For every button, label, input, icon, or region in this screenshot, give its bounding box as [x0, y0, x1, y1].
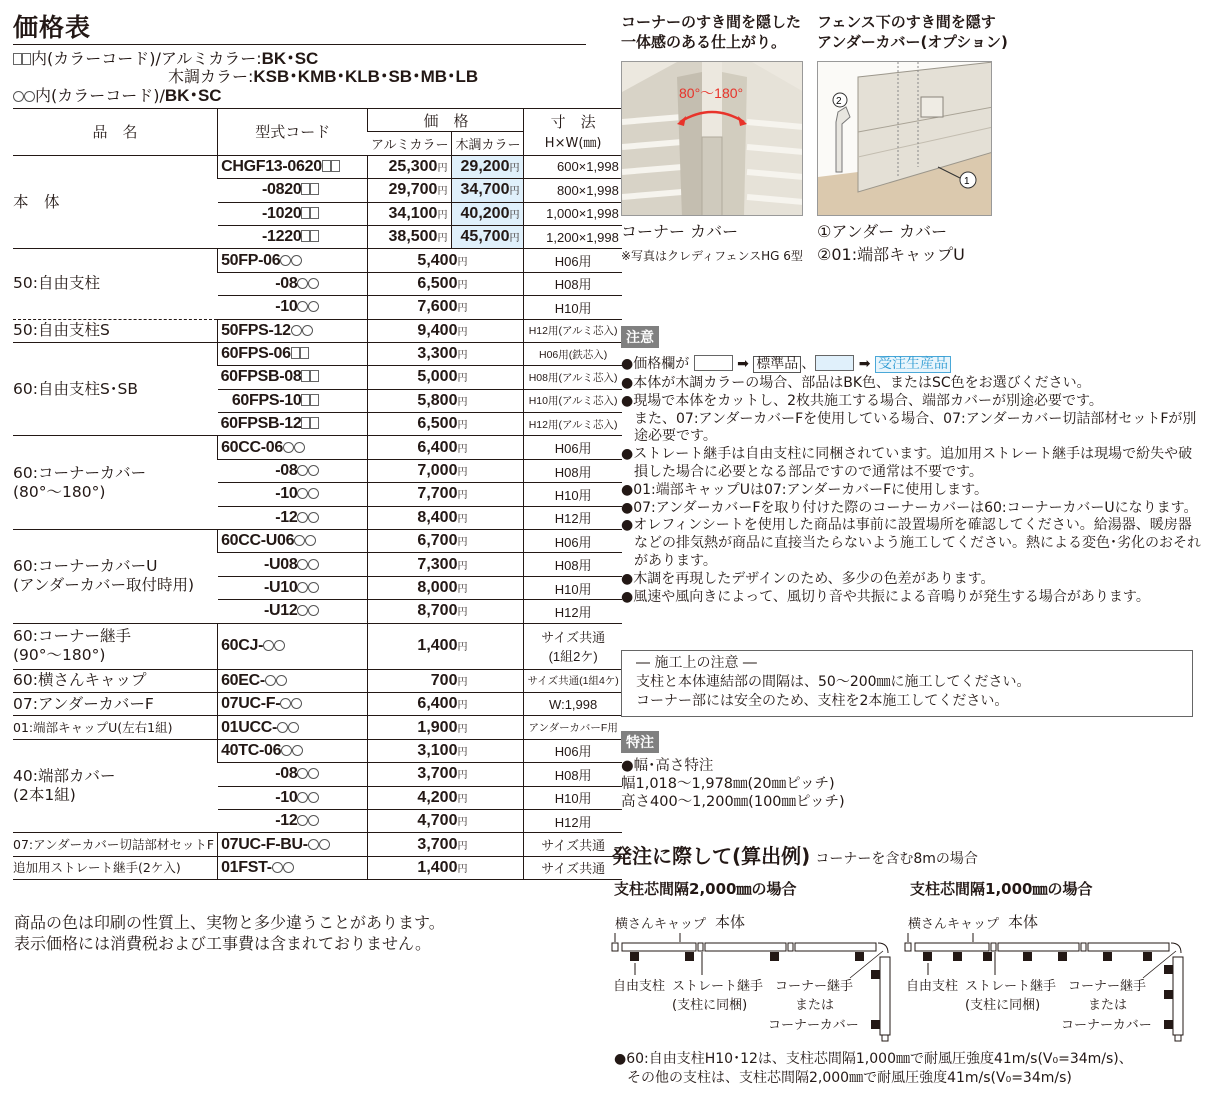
square-mark-icon — [22, 53, 31, 65]
callout-1: 1 — [964, 176, 970, 187]
price: 3,100円 — [368, 739, 524, 762]
size: H08用 — [524, 459, 622, 482]
price-legend — [621, 355, 1201, 375]
feature-heading-line: 一体感のある仕上がり。 — [621, 33, 787, 51]
model-code: 07UC-F-BU- — [218, 833, 368, 856]
price: 5,000円 — [368, 366, 524, 389]
wind-note: その他の支柱は、支柱芯間隔2,000㎜で耐風圧強度41m/s(V₀=34m/s) — [627, 1070, 1072, 1086]
circle-mark-icon — [291, 255, 302, 266]
wind-pressure-notes — [614, 1050, 1133, 1088]
size: H12用 — [524, 506, 622, 529]
price-alumi: 38,500円 — [368, 225, 452, 248]
circle-mark-icon — [13, 91, 24, 102]
color-code-label: 内(カラーコード)/アルミカラー: — [31, 49, 262, 68]
price: 7,600円 — [368, 296, 524, 319]
under-cover-caption: ①アンダー カバー — [817, 222, 948, 241]
circle-mark-icon — [308, 301, 319, 312]
table-row — [13, 692, 622, 715]
circle-mark-icon — [283, 442, 294, 453]
circle-mark-icon — [297, 465, 308, 476]
circle-mark-icon — [308, 792, 319, 803]
price-alumi: 29,700円 — [368, 179, 452, 202]
price: 6,400円 — [368, 692, 524, 715]
model-code: -U12 — [218, 600, 368, 623]
model-code: 01FST- — [218, 856, 368, 879]
price: 8,000円 — [368, 576, 524, 599]
square-mark-icon — [322, 160, 331, 172]
square-mark-icon — [310, 183, 319, 195]
price: 3,700円 — [368, 833, 524, 856]
diagram-heading-1000: 支柱芯間隔1,000㎜の場合 — [910, 880, 1093, 898]
label-or: または — [795, 998, 835, 1013]
special-order-list — [621, 758, 845, 811]
circle-mark-icon — [308, 465, 319, 476]
size: サイズ共通 — [524, 856, 622, 879]
order-example-header — [612, 840, 978, 869]
size: H12用(アルミ芯入) — [524, 413, 622, 436]
layout-diagram-2000 — [610, 905, 900, 1045]
square-mark-icon — [310, 370, 319, 382]
price-wood: 40,200円 — [452, 202, 524, 225]
size: H12用 — [524, 600, 622, 623]
model-code: 60FPSB-08 — [218, 366, 368, 389]
size: H12用(アルミ芯入) — [524, 319, 622, 342]
corner-cover-illustration — [622, 62, 803, 216]
size: 1,000×1,998 — [524, 202, 622, 225]
size: 800×1,998 — [524, 179, 622, 202]
order-subtitle: コーナーを含む8mの場合 — [815, 851, 978, 867]
product-name: 40:端部カバー (2本1組) — [13, 739, 218, 833]
price-table-body — [13, 155, 622, 879]
notice-item-continued: また、07:アンダーカバーFを使用している場合、07:アンダーカバー切詰部材セットFが別途必要です。 — [634, 410, 1197, 445]
circle-mark-icon — [294, 535, 305, 546]
circle-mark-icon — [265, 675, 276, 686]
price-wood: 34,700円 — [452, 179, 524, 202]
label-straight-joint-note: (支柱に同梱) — [672, 998, 748, 1013]
circle-mark-icon — [277, 722, 288, 733]
price: 6,500円 — [368, 413, 524, 436]
circle-mark-icon — [274, 640, 285, 651]
product-name: 60:コーナー継手 (90°～180°) — [13, 623, 218, 669]
label-rail-cap: 横さんキャップ — [908, 917, 1000, 932]
model-code: 60CC-06 — [218, 436, 368, 459]
circle-mark-icon — [281, 745, 292, 756]
angle-label: 80°～180° — [679, 85, 744, 101]
price: 5,800円 — [368, 389, 524, 412]
model-code: 60FPS-10 — [218, 389, 368, 412]
circle-mark-icon — [280, 255, 291, 266]
model-code: -0820 — [218, 179, 368, 202]
size: H08用(アルミ芯入) — [524, 366, 622, 389]
size: H10用(アルミ芯入) — [524, 389, 622, 412]
callout-2: 2 — [836, 96, 842, 107]
square-mark-icon — [310, 207, 319, 219]
circle-mark-icon — [308, 605, 319, 616]
price-alumi: 25,300円 — [368, 155, 452, 178]
model-code: 60FPSB-12 — [218, 413, 368, 436]
legend-prefix: ●価格欄が — [621, 356, 690, 372]
notice-item: ●現場で本体をカットし、2枚共施工する場合、端部カバーが別途必要です。 — [621, 392, 1103, 409]
circle-mark-icon — [297, 488, 308, 499]
circle-mark-icon — [24, 91, 35, 102]
table-row — [13, 436, 622, 459]
model-code: 60EC- — [218, 669, 368, 692]
color-code-value: BK･SC — [164, 86, 222, 105]
circle-mark-icon — [288, 722, 299, 733]
circle-mark-icon — [297, 582, 308, 593]
table-row — [13, 623, 622, 669]
footnote: 商品の色は印刷の性質上、実物と多少違うことがあります。 — [14, 913, 445, 932]
square-mark-icon — [301, 417, 310, 429]
circle-mark-icon — [308, 582, 319, 593]
circle-mark-icon — [297, 815, 308, 826]
label-corner-joint: コーナー継手 — [1068, 979, 1147, 994]
model-code: 60CJ- — [218, 623, 368, 669]
notice-item: ●風速や風向きによって、風切り音や共振による音鳴りが発生する場合があります。 — [621, 588, 1150, 605]
price: 1,400円 — [368, 856, 524, 879]
circle-mark-icon — [308, 278, 319, 289]
price: 1,400円 — [368, 623, 524, 669]
label-corner-cover: コーナーカバー — [768, 1018, 859, 1033]
circle-mark-icon — [291, 698, 302, 709]
feature-heading-line: アンダーカバー(オプション) — [817, 33, 1008, 51]
circle-mark-icon — [308, 815, 319, 826]
circle-mark-icon — [291, 325, 302, 336]
notice-item: ●ストレート継手は自由支柱に同梱されています。追加用ストレート継手は現場で紛失や破損した場合に必要となる部品ですので通常は不要です。 — [621, 446, 1193, 480]
size: 600×1,998 — [524, 155, 622, 178]
feature-undercover-heading — [817, 12, 1008, 52]
price: 6,700円 — [368, 530, 524, 553]
circle-mark-icon — [297, 605, 308, 616]
price: 4,200円 — [368, 786, 524, 809]
square-mark-icon — [300, 347, 309, 359]
circle-mark-icon — [297, 792, 308, 803]
arrow-icon: ➡ — [858, 356, 871, 372]
model-code: -08 — [218, 272, 368, 295]
color-code-value: KSB･KMB･KLB･SB･MB･LB — [253, 67, 479, 86]
square-mark-icon — [301, 394, 310, 406]
square-mark-icon — [291, 347, 300, 359]
model-code: 40TC-06 — [218, 739, 368, 762]
notice-item: ●木調を再現したデザインのため、多少の色差があります。 — [621, 570, 995, 587]
table-row — [13, 155, 622, 178]
caution-title: ― 施工上の注意 ― — [636, 655, 757, 671]
table-header-row — [13, 109, 622, 132]
legend-standard-label: 標準品 — [753, 356, 801, 373]
size: H06用 — [524, 739, 622, 762]
product-name: 本 体 — [13, 155, 218, 249]
product-name: 07:アンダーカバー切詰部材セットF — [13, 833, 218, 856]
table-row — [13, 530, 622, 553]
square-mark-icon — [331, 160, 340, 172]
construction-caution-box — [621, 650, 1193, 717]
model-code: 60CC-U06 — [218, 530, 368, 553]
table-row — [13, 739, 622, 762]
circle-mark-icon — [302, 325, 313, 336]
circle-mark-icon — [294, 442, 305, 453]
header-price-alumi: アルミカラー — [368, 132, 452, 155]
label-straight-joint: ストレート継手 — [672, 979, 764, 994]
label-straight-joint-note: (支柱に同梱) — [965, 998, 1041, 1013]
label-post: 自由支柱 — [613, 979, 666, 994]
circle-mark-icon — [297, 768, 308, 779]
circle-mark-icon — [272, 862, 283, 873]
square-mark-icon — [301, 207, 310, 219]
circle-mark-icon — [297, 301, 308, 312]
special-order-section — [621, 731, 659, 753]
square-mark-icon — [301, 183, 310, 195]
product-name: 07:アンダーカバーF — [13, 692, 218, 715]
notice-item: ●オレフィンシートを使用した商品は事前に設置場所を確認してください。給湯器、暖房器などの排気熱が商品に直接当たらないよう施工してください。熱による変色･劣化のおそれがあります。 — [621, 517, 1201, 569]
product-name: 50:自由支柱 — [13, 249, 218, 319]
price: 3,300円 — [368, 342, 524, 365]
size: H10用 — [524, 483, 622, 506]
model-code: -U08 — [218, 553, 368, 576]
label-body: 本体 — [715, 913, 746, 931]
size: アンダーカバーF用 — [524, 716, 622, 739]
square-mark-icon — [310, 394, 319, 406]
color-code-line-3 — [13, 86, 222, 106]
label-post: 自由支柱 — [906, 979, 959, 994]
price-wood: 45,700円 — [452, 225, 524, 248]
circle-mark-icon — [308, 512, 319, 523]
size: H10用 — [524, 296, 622, 319]
layout-diagram-1000 — [903, 905, 1203, 1045]
price: 7,000円 — [368, 459, 524, 482]
product-name: 追加用ストレート継手(2ケ入) — [13, 856, 218, 879]
model-code: 07UC-F- — [218, 692, 368, 715]
model-code: CHGF13-0620 — [218, 155, 368, 178]
legend-standard-swatch — [694, 355, 733, 371]
label-corner-cover: コーナーカバー — [1061, 1018, 1152, 1033]
price: 1,900円 — [368, 716, 524, 739]
notice-tag: 注意 — [621, 326, 659, 348]
product-name: 60:コーナーカバー (80°～180°) — [13, 436, 218, 530]
size: H10用 — [524, 576, 622, 599]
model-code: 50FP-06 — [218, 249, 368, 272]
model-code: -12 — [218, 809, 368, 832]
price: 8,400円 — [368, 506, 524, 529]
model-code: -08 — [218, 459, 368, 482]
footnote: 表示価格には消費税および工事費は含まれておりません。 — [14, 934, 431, 953]
caution-line: コーナー部には安全のため、支柱を2本施工してください。 — [636, 693, 1009, 709]
model-code: -12 — [218, 506, 368, 529]
caution-line: 支柱と本体連結部の間隔は、50～200㎜に施工してください。 — [636, 674, 1031, 690]
label-or: または — [1088, 998, 1128, 1013]
price: 700円 — [368, 669, 524, 692]
square-mark-icon — [301, 370, 310, 382]
model-code: -U10 — [218, 576, 368, 599]
circle-mark-icon — [297, 512, 308, 523]
size: H12用 — [524, 809, 622, 832]
circle-mark-icon — [292, 745, 303, 756]
feature-corner-heading — [621, 12, 801, 52]
price: 7,700円 — [368, 483, 524, 506]
notice-item: ●01:端部キャップUは07:アンダーカバーFに使用します。 — [621, 481, 989, 498]
model-code: -10 — [218, 483, 368, 506]
under-cover-illustration — [818, 62, 992, 216]
circle-mark-icon — [297, 278, 308, 289]
end-cap-caption: ②01:端部キャップU — [817, 245, 965, 264]
table-row — [13, 319, 622, 342]
circle-mark-icon — [297, 559, 308, 570]
product-name: 60:自由支柱S･SB — [13, 342, 218, 436]
circle-mark-icon — [283, 862, 294, 873]
square-mark-icon — [13, 53, 22, 65]
price-table — [13, 108, 622, 880]
size: H06用 — [524, 436, 622, 459]
square-mark-icon — [301, 230, 310, 242]
color-code-line-1 — [13, 49, 318, 69]
size: H10用 — [524, 786, 622, 809]
page-title: 価格表 — [13, 13, 92, 42]
footnotes — [14, 912, 445, 954]
square-mark-icon — [310, 230, 319, 242]
price-wood: 29,200円 — [452, 155, 524, 178]
model-code: 50FPS-12 — [218, 319, 368, 342]
square-mark-icon — [310, 417, 319, 429]
notice-section — [621, 326, 659, 348]
notice-item: ●本体が木調カラーの場合、部品はBK色、またはSC色をお選びください。 — [621, 375, 1091, 391]
size: H08用 — [524, 763, 622, 786]
special-line: ●幅･高さ特注 — [621, 758, 714, 774]
under-cover-photo — [817, 61, 992, 216]
legend-separator: 、 — [801, 356, 816, 372]
size: H08用 — [524, 553, 622, 576]
diagram-heading-2000: 支柱芯間隔2,000㎜の場合 — [614, 880, 797, 898]
circle-mark-icon — [263, 640, 274, 651]
legend-order-swatch — [815, 355, 854, 371]
arrow-icon: ➡ — [737, 356, 749, 372]
model-code: -1020 — [218, 202, 368, 225]
notice-item: ●07:アンダーカバーFを取り付けた際のコーナーカバーは60:コーナーカバーUになります。 — [621, 499, 1198, 516]
header-size: 寸 法 — [524, 109, 622, 132]
circle-mark-icon — [276, 675, 287, 686]
price: 9,400円 — [368, 319, 524, 342]
header-price: 価 格 — [368, 109, 524, 132]
size: H08用 — [524, 272, 622, 295]
size: サイズ共通 — [524, 833, 622, 856]
table-row — [13, 856, 622, 879]
price: 6,500円 — [368, 272, 524, 295]
special-tag: 特注 — [621, 731, 659, 753]
legend-order-label: 受注生産品 — [875, 356, 951, 373]
price: 5,400円 — [368, 249, 524, 272]
label-rail-cap: 横さんキャップ — [615, 917, 707, 932]
color-code-label: 木調カラー: — [168, 67, 254, 86]
product-name: 60:コーナーカバーU (アンダーカバー取付時用) — [13, 530, 218, 624]
special-line: 幅1,018～1,978㎜(20㎜ピッチ) — [621, 775, 835, 792]
model-code: 01UCC- — [218, 716, 368, 739]
header-size-unit: H×W(㎜) — [524, 132, 622, 155]
header-name: 品 名 — [13, 109, 218, 156]
model-code: -1220 — [218, 225, 368, 248]
model-code: -10 — [218, 296, 368, 319]
title-rule — [13, 44, 586, 45]
size: H06用 — [524, 530, 622, 553]
label-corner-joint: コーナー継手 — [775, 979, 854, 994]
model-code: -08 — [218, 763, 368, 786]
table-row — [13, 833, 622, 856]
header-price-wood: 木調カラー — [452, 132, 524, 155]
wind-note: ●60:自由支柱H10･12は、支柱芯間隔1,000㎜で耐風圧強度41m/s(V₀=34m/s)、 — [614, 1051, 1133, 1067]
price: 3,700円 — [368, 763, 524, 786]
special-line: 高さ400～1,200㎜(100㎜ピッチ) — [621, 793, 845, 810]
corner-cover-photo — [621, 61, 803, 216]
color-code-value: BK･SC — [261, 49, 319, 68]
table-row — [13, 669, 622, 692]
corner-cover-caption: コーナー カバー — [621, 222, 739, 241]
header-code: 型式コード — [218, 109, 368, 156]
feature-heading-line: フェンス下のすき間を隠す — [817, 13, 996, 31]
circle-mark-icon — [308, 488, 319, 499]
product-name: 01:端部キャップU(左右1組) — [13, 716, 218, 739]
feature-heading-line: コーナーのすき間を隠した — [621, 13, 802, 31]
product-name: 60:横さんキャップ — [13, 669, 218, 692]
table-row — [13, 342, 622, 365]
price: 6,400円 — [368, 436, 524, 459]
label-body: 本体 — [1008, 913, 1039, 931]
size: W:1,998 — [524, 692, 622, 715]
order-title: 発注に際して(算出例) — [612, 844, 811, 868]
product-name: 50:自由支柱S — [13, 319, 218, 342]
color-code-line-2 — [168, 67, 478, 87]
circle-mark-icon — [308, 768, 319, 779]
circle-mark-icon — [319, 839, 330, 850]
circle-mark-icon — [308, 559, 319, 570]
photo-note: ※写真はクレディフェンスHG 6型 — [621, 249, 803, 263]
circle-mark-icon — [308, 839, 319, 850]
price: 7,300円 — [368, 553, 524, 576]
table-row — [13, 716, 622, 739]
notice-list — [621, 355, 1201, 606]
circle-mark-icon — [305, 535, 316, 546]
size: サイズ共通(1組4ケ) — [524, 669, 622, 692]
label-straight-joint: ストレート継手 — [965, 979, 1057, 994]
size: H06用 — [524, 249, 622, 272]
price: 4,700円 — [368, 809, 524, 832]
price: 8,700円 — [368, 600, 524, 623]
model-code: 60FPS-06 — [218, 342, 368, 365]
model-code: -10 — [218, 786, 368, 809]
circle-mark-icon — [280, 698, 291, 709]
color-code-label: 内(カラーコード)/ — [35, 86, 165, 105]
size: サイズ共通 (1組2ケ) — [524, 623, 622, 669]
size: H06用(鉄芯入) — [524, 342, 622, 365]
price-alumi: 34,100円 — [368, 202, 452, 225]
size: 1,200×1,998 — [524, 225, 622, 248]
table-row — [13, 249, 622, 272]
